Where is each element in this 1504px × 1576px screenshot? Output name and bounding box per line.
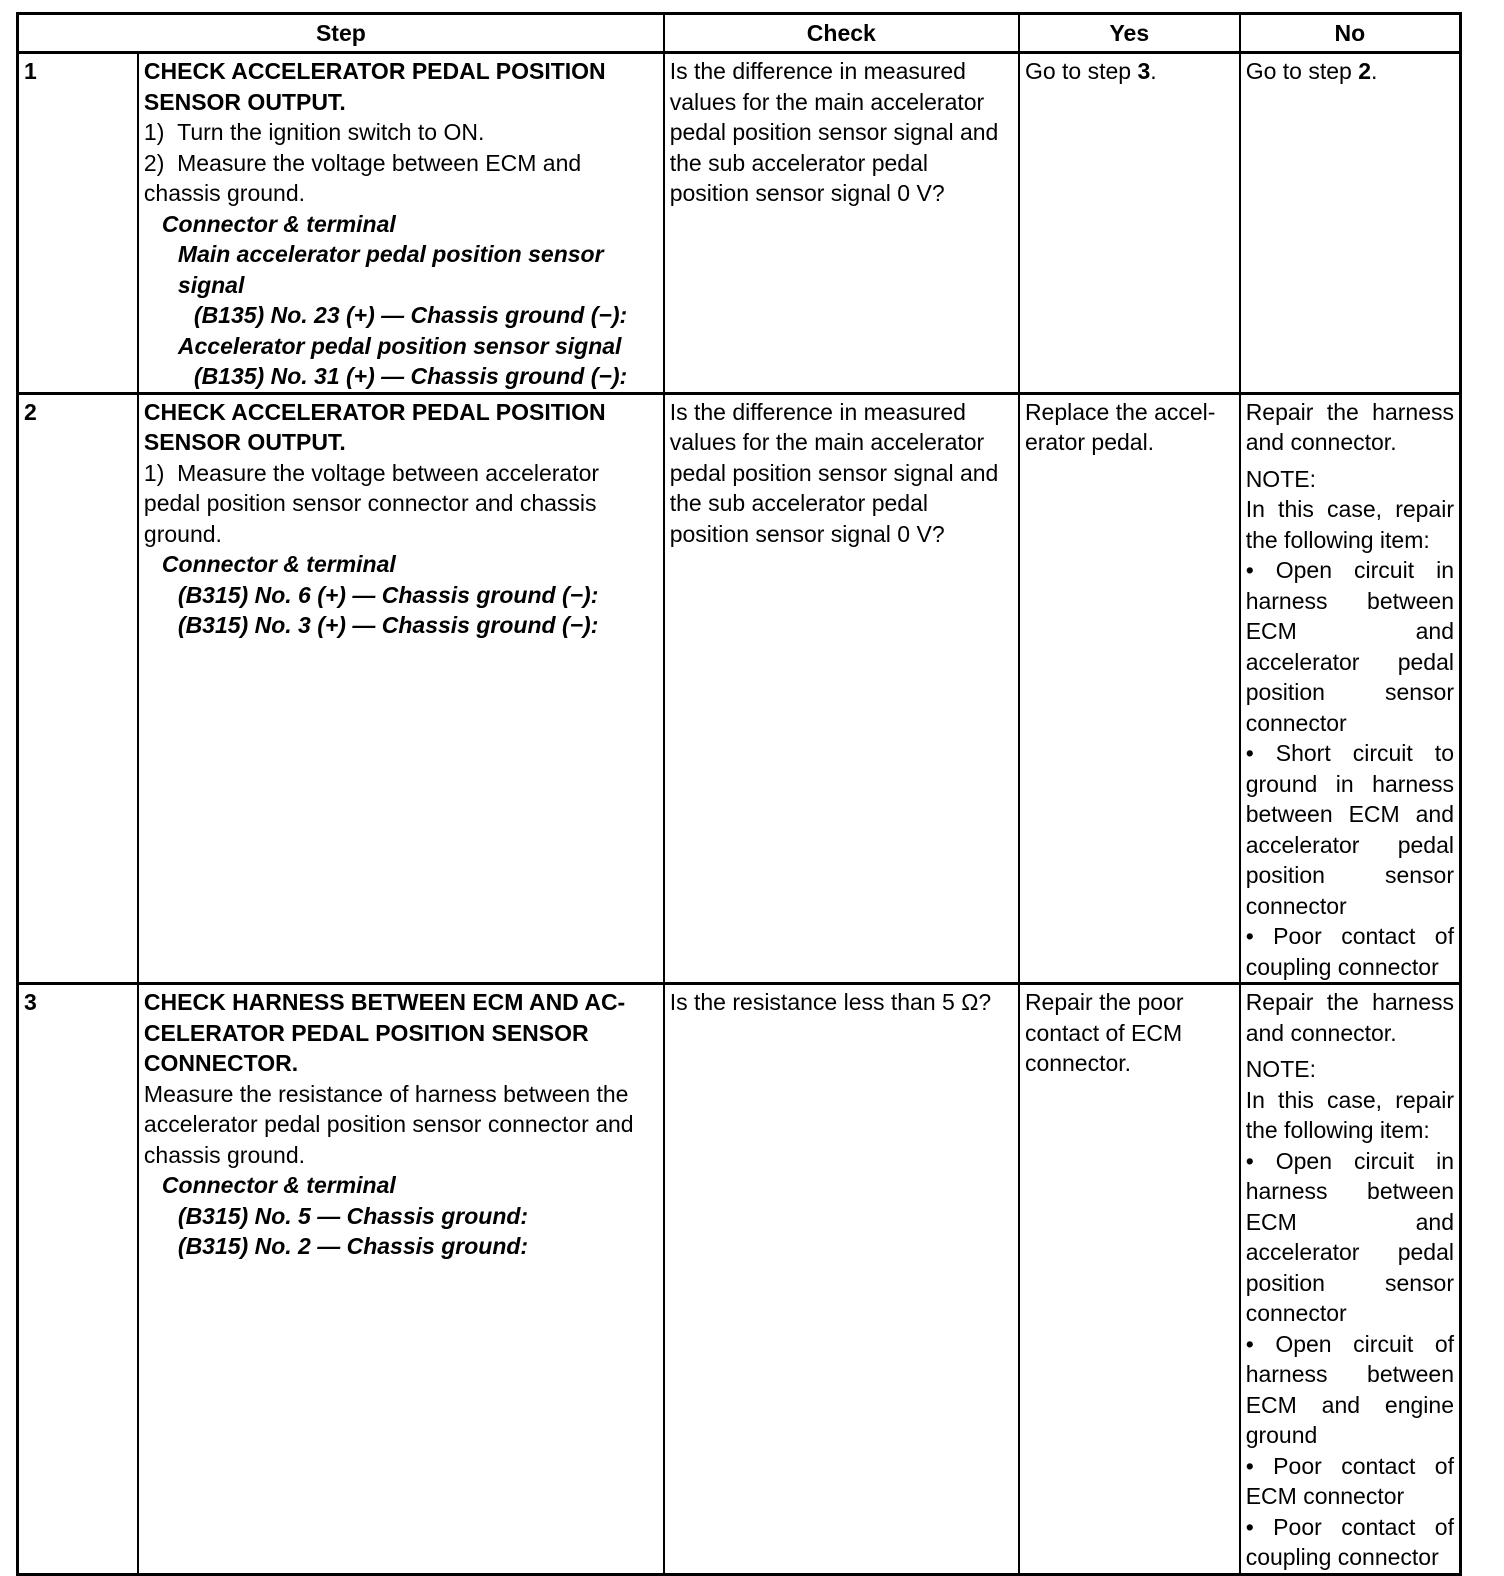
no-action-main: Repair the harness and connector. [1245,398,1454,455]
step-title: CHECK ACCELERATOR PEDAL POSITION SENSOR OUTPUT. [143,58,606,115]
terminal-spec: (B315) No. 3 (+) — Chassis ground (−): [177,612,599,638]
step-number: 1 [18,53,138,394]
repair-item: • Poor contact of coupling connector [1245,923,1454,980]
header-yes: Yes [1019,14,1240,53]
no-action [1240,984,1461,1575]
yes-action-text: Go to step [1024,58,1138,84]
terminal-spec: (B315) No. 6 (+) — Chassis ground (−): [177,581,599,608]
table-row-step-3 [18,984,1461,1575]
table-row-step-1 [18,53,1461,394]
yes-action: Replace the accel-erator pedal. [1019,393,1240,984]
header-step: Step [18,14,664,53]
step-title: CHECK ACCELERATOR PEDAL POSITION SENSOR OUTPUT. [143,398,606,455]
step-description [138,53,664,394]
note-label: NOTE: [1245,1056,1316,1082]
instruction: Measure the resistance of harness between the accelerator pedal position sensor connector and chassis ground. [143,1080,634,1168]
no-action [1240,53,1461,394]
step-number: 3 [18,984,138,1575]
repair-item: • Open circuit in harness between ECM and accelerator pedal position sensor connector [1245,557,1454,736]
check-question: Is the difference in measured values for the main accelerator pedal position sensor signal and the sub accelerator pedal position sensor signal 0 V? [664,393,1019,984]
terminal-heading: Main accelerator pedal position sensor signal [177,241,604,298]
no-action-main: Repair the harness and connector. [1245,989,1454,1046]
terminal-spec: (B315) No. 2 — Chassis ground: [177,1233,529,1259]
header-no: No [1240,14,1461,53]
instruction: 1) Turn the ignition switch to ON. [143,119,485,145]
step-description [138,393,664,984]
repair-item: • Poor contact of ECM connector [1245,1452,1454,1509]
yes-action [1019,53,1240,394]
note-label: NOTE: [1245,465,1316,492]
diagnostic-procedure-table [16,12,1462,1576]
no-action-suffix: . [1371,58,1378,84]
check-question: Is the difference in measured values for the main accelerator pedal position sensor signal and the sub accelerator pedal position sensor signal 0 V? [664,53,1019,394]
connector-terminal-label: Connector & terminal [161,551,396,577]
step-description [138,984,664,1575]
step-title: CHECK HARNESS BETWEEN ECM AND AC-CELERATOR PEDAL POSITION SENSOR CONNECTOR. [143,989,626,1076]
connector-terminal-label: Connector & terminal [161,1172,396,1198]
instruction: 1) Measure the voltage between accelerator pedal position sensor connector and chassis ground. [143,459,600,547]
instruction: 2) Measure the voltage between ECM and chassis ground. [143,149,582,206]
no-action [1240,393,1461,984]
repair-item: • Short circuit to ground in harness between ECM and accelerator pedal position sensor connector [1245,740,1454,919]
yes-action: Repair the poor contact of ECM connector. [1019,984,1240,1575]
step-number: 2 [18,393,138,984]
goto-step-link: 3 [1137,58,1151,84]
terminal-spec: (B135) No. 31 (+) — Chassis ground (−): [193,363,628,389]
note-intro: In this case, repair the following item: [1245,496,1454,553]
repair-item: • Poor contact of coupling connector [1245,1513,1454,1570]
goto-step-link: 2 [1358,58,1371,84]
note-intro: In this case, repair the following item: [1245,1086,1454,1143]
yes-action-suffix: . [1150,58,1157,84]
header-check: Check [664,14,1019,53]
check-question: Is the resistance less than 5 Ω? [664,984,1019,1575]
table-row-step-2 [18,393,1461,984]
connector-terminal-label: Connector & terminal [161,210,396,237]
repair-item: • Open circuit in harness between ECM and accelerator pedal position sensor connector [1245,1147,1454,1326]
terminal-spec: (B315) No. 5 — Chassis ground: [177,1202,529,1229]
terminal-heading: Accelerator pedal position sensor signal [177,332,622,359]
terminal-spec: (B135) No. 23 (+) — Chassis ground (−): [193,302,628,328]
table-header-row [18,14,1461,53]
repair-item: • Open circuit of harness between ECM and engine ground [1245,1330,1454,1448]
no-action-text: Go to step [1245,58,1359,84]
